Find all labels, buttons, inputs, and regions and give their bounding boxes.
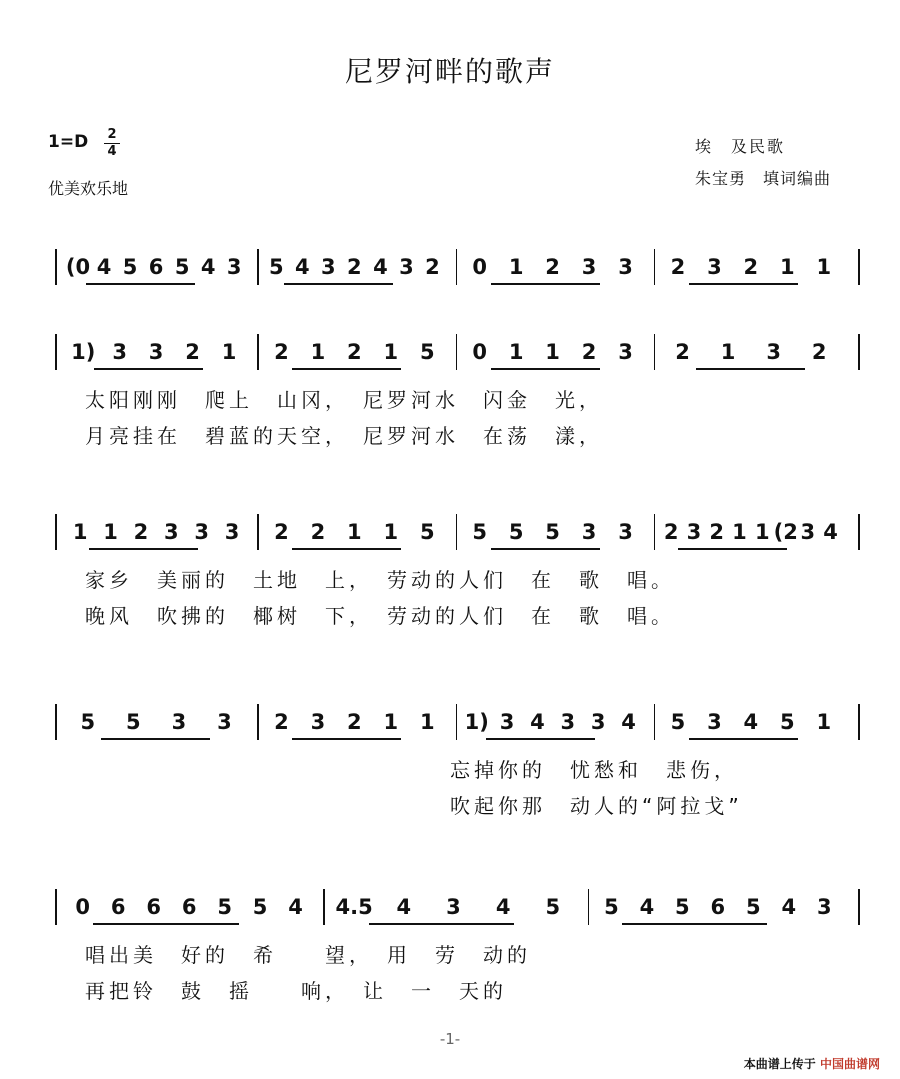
- beam-underline: [89, 548, 198, 550]
- note: 2: [581, 340, 597, 364]
- note: 4: [294, 255, 310, 279]
- lyric-line: 忘掉你的 忧愁和 悲伤，: [450, 758, 738, 782]
- note: 4: [621, 710, 636, 734]
- note: 5: [670, 710, 686, 734]
- note: 3: [686, 520, 702, 544]
- beam-underline: [491, 283, 600, 285]
- note: 3: [581, 520, 597, 544]
- note: 2: [347, 710, 362, 734]
- note: 5: [604, 895, 619, 919]
- note: 2: [743, 255, 759, 279]
- note: (2: [773, 520, 798, 544]
- system-end-line: [858, 889, 860, 925]
- note: 1: [310, 340, 326, 364]
- note: 4: [396, 895, 412, 919]
- note: 6: [710, 895, 726, 919]
- note: 4: [530, 710, 545, 734]
- beam-underline: [369, 923, 514, 925]
- note: 4: [743, 710, 759, 734]
- beam-underline: [93, 923, 238, 925]
- note: 3: [399, 255, 414, 279]
- note: 1: [508, 255, 524, 279]
- system-start-line: [55, 334, 57, 370]
- note: 1: [754, 520, 770, 544]
- system-start-line: [55, 704, 57, 740]
- note: 4: [288, 895, 303, 919]
- note: 0: [472, 340, 488, 364]
- bar-line: [654, 249, 656, 285]
- lyric-line: 再把铃 鼓 摇 响， 让 一 天的: [85, 979, 507, 1003]
- lyric-line: 吹起你那 动人的“阿拉戈”: [450, 794, 743, 818]
- note: 1: [383, 340, 399, 364]
- note: 1: [72, 520, 88, 544]
- beam-underline: [491, 548, 600, 550]
- note: 2: [133, 520, 149, 544]
- note: 4: [823, 520, 838, 544]
- note: 1: [383, 710, 399, 734]
- note: 5: [268, 255, 284, 279]
- beam-underline: [292, 738, 401, 740]
- system-end-line: [858, 704, 860, 740]
- note: 3: [321, 255, 336, 279]
- note: 0: [472, 255, 488, 279]
- note: 5: [122, 255, 138, 279]
- note: 2: [811, 340, 827, 364]
- note: 5: [126, 710, 141, 734]
- note: 3: [148, 340, 164, 364]
- note: 1: [780, 255, 795, 279]
- credit-origin: 埃 及民歌: [695, 137, 786, 156]
- note: 5: [545, 520, 560, 544]
- bar-line: [456, 334, 458, 370]
- tempo-marking: 优美欢乐地: [48, 179, 129, 198]
- system-end-line: [858, 514, 860, 550]
- bar-line: [456, 249, 458, 285]
- bar-line: [257, 514, 259, 550]
- note: 2: [545, 255, 560, 279]
- note: 3: [226, 255, 242, 279]
- note: 3: [766, 340, 781, 364]
- lyric-line: 晚风 吹拂的 椰树 下， 劳动的人们 在 歌 唱。: [85, 604, 675, 628]
- note: 6: [110, 895, 126, 919]
- lyric-line: 月亮挂在 碧蓝的天空， 尼罗河水 在荡 漾，: [85, 424, 603, 448]
- note: 1: [221, 340, 237, 364]
- note: 6: [148, 255, 164, 279]
- note: 2: [347, 340, 362, 364]
- note: 4.5: [335, 895, 373, 919]
- system-start-line: [55, 889, 57, 925]
- bar-line: [257, 704, 259, 740]
- beam-underline: [689, 738, 798, 740]
- note: 1: [347, 520, 362, 544]
- note: 3: [194, 520, 209, 544]
- bar-line: [323, 889, 325, 925]
- beam-underline: [486, 738, 595, 740]
- note: 5: [508, 520, 524, 544]
- beam-underline: [94, 368, 203, 370]
- note: 3: [164, 520, 179, 544]
- bar-line: [588, 889, 590, 925]
- meter-bottom: 4: [107, 144, 117, 159]
- note: 2: [274, 340, 289, 364]
- note: 2: [310, 520, 326, 544]
- note: 3: [217, 710, 232, 734]
- system-start-line: [55, 249, 57, 285]
- note: 2: [670, 255, 686, 279]
- note: 3: [618, 340, 633, 364]
- note: 2: [185, 340, 200, 364]
- note: 3: [499, 710, 515, 734]
- beam-underline: [284, 283, 393, 285]
- beam-underline: [689, 283, 798, 285]
- note: 6: [181, 895, 197, 919]
- time-signature: [102, 128, 122, 159]
- beam-underline: [86, 283, 195, 285]
- note: 1: [816, 710, 832, 734]
- note: 3: [618, 255, 633, 279]
- beam-underline: [292, 368, 401, 370]
- note: 0: [75, 895, 91, 919]
- note: 1: [816, 255, 832, 279]
- note: 3: [707, 255, 722, 279]
- note: (0: [65, 255, 91, 279]
- note: 5: [80, 710, 96, 734]
- note: 3: [618, 520, 633, 544]
- key-signature: 1=D: [48, 132, 89, 152]
- note: 5: [675, 895, 690, 919]
- bar-line: [257, 249, 259, 285]
- system-start-line: [55, 514, 57, 550]
- beam-underline: [622, 923, 767, 925]
- note: 1: [732, 520, 747, 544]
- system-end-line: [858, 334, 860, 370]
- note: 1: [720, 340, 736, 364]
- note: 1): [464, 710, 489, 734]
- beam-underline: [696, 368, 805, 370]
- note: 4: [781, 895, 797, 919]
- bar-line: [456, 704, 458, 740]
- note: 2: [425, 255, 440, 279]
- bar-line: [654, 334, 656, 370]
- note: 3: [581, 255, 597, 279]
- note: 3: [112, 340, 127, 364]
- note: 1: [508, 340, 524, 364]
- beam-underline: [101, 738, 210, 740]
- note: 4: [495, 895, 511, 919]
- bar-line: [456, 514, 458, 550]
- bar-line: [654, 514, 656, 550]
- note: 4: [200, 255, 216, 279]
- note: 4: [373, 255, 388, 279]
- note: 5: [545, 895, 561, 919]
- note: 5: [419, 340, 435, 364]
- footer-text: 本曲谱上传于: [743, 1057, 816, 1071]
- note: 1: [545, 340, 560, 364]
- note: 5: [780, 710, 795, 734]
- note: 1: [419, 710, 435, 734]
- note: 2: [709, 520, 725, 544]
- note: 3: [224, 520, 240, 544]
- lyric-line: 家乡 美丽的 土地 上， 劳动的人们 在 歌 唱。: [85, 568, 675, 592]
- note: 3: [816, 895, 832, 919]
- note: 5: [252, 895, 268, 919]
- note: 5: [217, 895, 232, 919]
- note: 3: [590, 710, 606, 734]
- note: 2: [274, 710, 289, 734]
- note: 1: [383, 520, 399, 544]
- note: 5: [174, 255, 190, 279]
- note: 2: [274, 520, 289, 544]
- note: 4: [639, 895, 655, 919]
- lyric-line: 唱出美 好的 希 望， 用 劳 动的: [85, 943, 531, 967]
- lyric-line: 太阳刚刚 爬上 山冈， 尼罗河水 闪金 光，: [85, 388, 603, 412]
- meter-top: 2: [107, 127, 117, 142]
- note: 3: [171, 710, 187, 734]
- note: 2: [663, 520, 679, 544]
- bar-line: [257, 334, 259, 370]
- note: 5: [419, 520, 435, 544]
- note: 3: [310, 710, 326, 734]
- beam-underline: [678, 548, 787, 550]
- footer-brand: 中国曲谱网: [819, 1057, 880, 1071]
- note: 3: [560, 710, 576, 734]
- beam-underline: [491, 368, 600, 370]
- system-end-line: [858, 249, 860, 285]
- note: 1: [103, 520, 118, 544]
- beam-underline: [292, 548, 401, 550]
- note: 4: [96, 255, 112, 279]
- note: 3: [800, 520, 816, 544]
- note: 5: [745, 895, 761, 919]
- note: 3: [707, 710, 722, 734]
- note: 3: [446, 895, 461, 919]
- page-number: -1-: [439, 1030, 461, 1048]
- bar-line: [654, 704, 656, 740]
- footer: [744, 1055, 880, 1072]
- note: 5: [472, 520, 488, 544]
- note: 1): [71, 340, 96, 364]
- note: 2: [347, 255, 362, 279]
- note: 2: [675, 340, 690, 364]
- page-title: 尼罗河畔的歌声: [344, 55, 555, 88]
- note: 6: [146, 895, 161, 919]
- credit-arranger: 朱宝勇 填词编曲: [695, 169, 832, 188]
